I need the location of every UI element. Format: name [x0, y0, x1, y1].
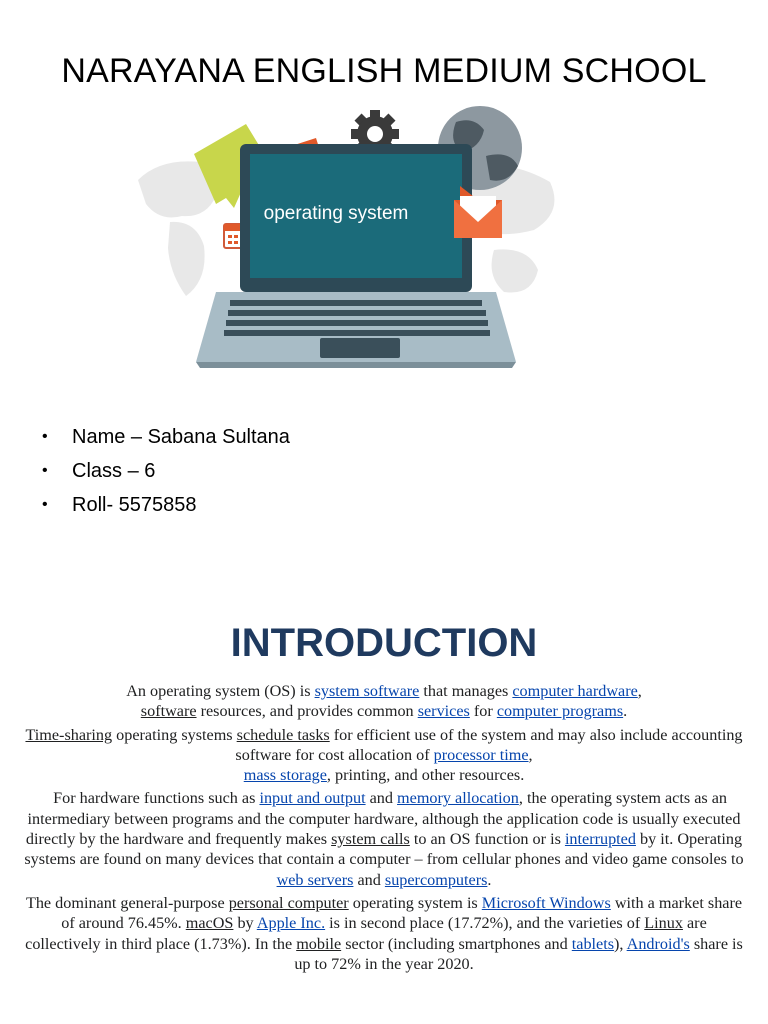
text: by it. Operating systems are found on many devices that contain a computer – from cellular phones and video game consoles to: [24, 830, 744, 869]
list-item-class: [42, 454, 290, 488]
link-memory-allocation[interactable]: memory allocation: [397, 789, 519, 808]
introduction-title: INTRODUCTION: [230, 621, 538, 665]
bullet: •: [42, 462, 48, 479]
paragraph-1: [22, 681, 746, 722]
student-name: Name – Sabana Sultana: [72, 426, 290, 448]
link-microsoft-windows[interactable]: Microsoft Windows: [481, 893, 611, 912]
bullet: •: [42, 496, 48, 513]
underlined-linux: Linux: [644, 914, 683, 933]
link-services[interactable]: services: [417, 702, 470, 721]
list-item-roll: [42, 488, 290, 522]
paragraph-4: [22, 893, 746, 974]
operating-system-illustration: [130, 100, 570, 380]
text: resources, and provides common: [196, 702, 418, 721]
text: , the operating system acts as an intermediary between programs and the computer hardware, although the application code is usually executed directly by the hardware and frequently makes: [25, 789, 741, 849]
underlined-personal-computer: personal computer: [228, 893, 349, 912]
screen-label: operating system: [263, 203, 409, 224]
introduction-body: [22, 681, 746, 977]
text: share is up to 72% in the year 2020.: [294, 934, 743, 973]
text: ,: [528, 745, 533, 764]
text: by: [233, 914, 257, 933]
text: ),: [614, 934, 627, 953]
text: operating systems: [112, 725, 237, 744]
school-title: NARAYANA ENGLISH MEDIUM SCHOOL: [61, 52, 707, 90]
paragraph-3: [22, 788, 746, 889]
student-class: Class – 6: [72, 460, 156, 482]
text: to an OS function or is: [409, 830, 565, 849]
underlined-macos: macOS: [185, 914, 234, 933]
text: and: [353, 870, 385, 889]
link-mass-storage[interactable]: mass storage: [243, 766, 327, 785]
text: ,: [637, 682, 642, 700]
bullet: •: [42, 428, 48, 445]
text: for efficient use of the system and may also include accounting software for cost allocation of: [235, 725, 743, 764]
introduction-slide: [0, 585, 768, 1024]
underlined-time-sharing: Time-sharing: [25, 725, 113, 744]
link-android[interactable]: Android's: [626, 934, 690, 953]
text: .: [623, 702, 628, 721]
link-web-servers[interactable]: web servers: [276, 870, 354, 889]
paragraph-2: [22, 725, 746, 786]
text: .: [487, 870, 492, 889]
touchpad: [320, 338, 400, 358]
text: The dominant general-purpose: [25, 893, 229, 912]
text: operating system is: [348, 893, 482, 912]
text: that manages: [419, 682, 513, 700]
student-roll: Roll- 5575858: [72, 494, 197, 516]
text: for: [469, 702, 497, 721]
text: and: [365, 789, 398, 808]
underlined-mobile: mobile: [296, 934, 342, 953]
link-supercomputers[interactable]: supercomputers: [384, 870, 488, 889]
text: are collectively in third place (1.73%). In the: [25, 914, 707, 953]
link-apple-inc[interactable]: Apple Inc.: [256, 914, 326, 933]
link-system-software[interactable]: system software: [314, 682, 420, 700]
link-tablets[interactable]: tablets: [571, 934, 615, 953]
student-info-list: [42, 420, 290, 522]
underlined-system-calls: system calls: [331, 830, 410, 849]
text: sector (including smartphones and: [341, 934, 572, 953]
text: For hardware functions such as: [53, 789, 260, 808]
underlined-software: software: [140, 702, 197, 721]
link-processor-time[interactable]: processor time: [433, 745, 529, 764]
laptop-icon: [196, 144, 516, 368]
link-interrupted[interactable]: interrupted: [564, 830, 636, 849]
underlined-schedule-tasks: schedule tasks: [236, 725, 330, 744]
link-computer-programs[interactable]: computer programs: [496, 702, 624, 721]
text: , printing, and other resources.: [326, 766, 525, 785]
text: An operating system (OS) is: [126, 682, 315, 700]
link-computer-hardware[interactable]: computer hardware: [512, 682, 638, 700]
text: is in second place (17.72%), and the varieties of: [325, 914, 645, 933]
list-item-name: [42, 420, 290, 454]
text: with a market share of around 76.45%.: [61, 893, 743, 933]
link-input-and-output[interactable]: input and output: [259, 789, 366, 808]
